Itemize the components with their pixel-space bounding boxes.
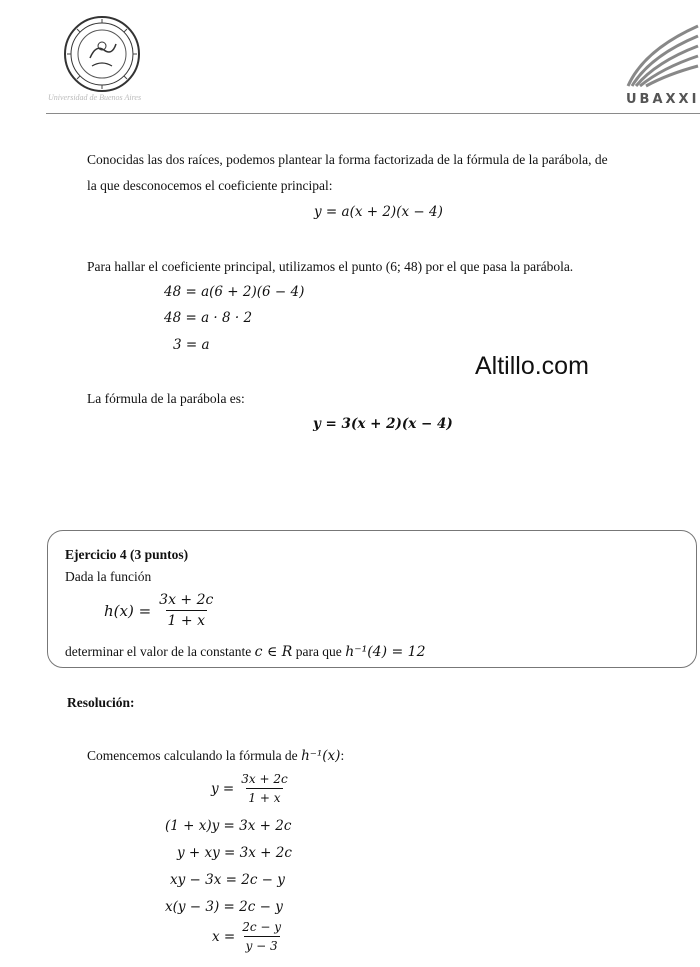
equation-parabola-result: y = 3(x + 2)(x − 4) [313, 416, 453, 432]
exercise-function [104, 592, 215, 629]
exercise-task [65, 642, 425, 662]
function-numerator: 3x + 2c [159, 592, 214, 608]
task-math-constant: c ∈ R [254, 644, 293, 660]
resolution-intro-suffix: : [340, 748, 345, 763]
step6-denominator: y − 3 [244, 936, 280, 953]
paragraph-roots-line2: la que desconocemos el coeficiente principal: [87, 178, 333, 193]
function-denominator: 1 + x [166, 610, 207, 629]
ubaxxi-logo-text: UBAXXI [626, 92, 700, 107]
function-lhs: h(x) = [104, 601, 152, 620]
task-prefix: determinar el valor de la constante [65, 644, 255, 659]
resolution-intro-prefix: Comencemos calculando la fórmula de [87, 748, 302, 763]
step6-lhs: x = [212, 928, 236, 945]
resolution-intro-math: h⁻¹(x) [301, 748, 341, 764]
resolution-step-5: x(y − 3) = 2c − y [165, 899, 283, 915]
step6-numerator: 2c − y [242, 920, 282, 934]
ubaxxi-logo [624, 20, 700, 110]
seal-caption: Universidad de Buenos Aires [48, 93, 142, 102]
step6-fraction [240, 920, 283, 953]
exercise-title: Ejercicio 4 (3 puntos) [65, 547, 189, 562]
seal-icon [62, 14, 142, 94]
resolution-step-4: xy − 3x = 2c − y [170, 872, 285, 888]
resolution-intro [87, 746, 344, 766]
function-fraction [157, 592, 215, 629]
step1-denominator: 1 + x [246, 788, 282, 805]
ubaxxi-arcs-icon [624, 20, 700, 90]
paragraph-leading-coefficient: Para hallar el coeficiente principal, utilizamos el punto (6; 48) por el que pasa la parábola. [87, 259, 574, 274]
task-middle: para que [292, 644, 346, 659]
header-divider [46, 113, 700, 114]
resolution-step-6 [212, 920, 283, 953]
step-equation-1: 48 = a(6 + 2)(6 − 4) [164, 284, 305, 300]
step1-lhs: y = [211, 780, 235, 797]
step-equation-3: 3 = a [173, 337, 210, 353]
resolution-step-1 [211, 772, 290, 805]
step-equation-2: 48 = a · 8 · 2 [164, 310, 253, 326]
resolution-step-2: (1 + x)y = 3x + 2c [165, 818, 292, 834]
equation-factored-form: y = a(x + 2)(x − 4) [314, 204, 443, 220]
task-math-condition: h⁻¹(4) = 12 [345, 644, 426, 660]
resolution-heading: Resolución: [67, 695, 135, 710]
step1-fraction [239, 772, 289, 805]
exercise-intro: Dada la función [65, 569, 152, 584]
resolution-step-3: y + xy = 3x + 2c [177, 845, 292, 861]
paragraph-parabola-formula: La fórmula de la parábola es: [87, 391, 245, 406]
step1-numerator: 3x + 2c [241, 772, 288, 786]
paragraph-roots-line1: Conocidas las dos raíces, podemos plantear la forma factorizada de la fórmula de la parábola, de [87, 152, 608, 167]
university-seal [62, 14, 142, 94]
watermark-text: Altillo.com [475, 352, 589, 380]
